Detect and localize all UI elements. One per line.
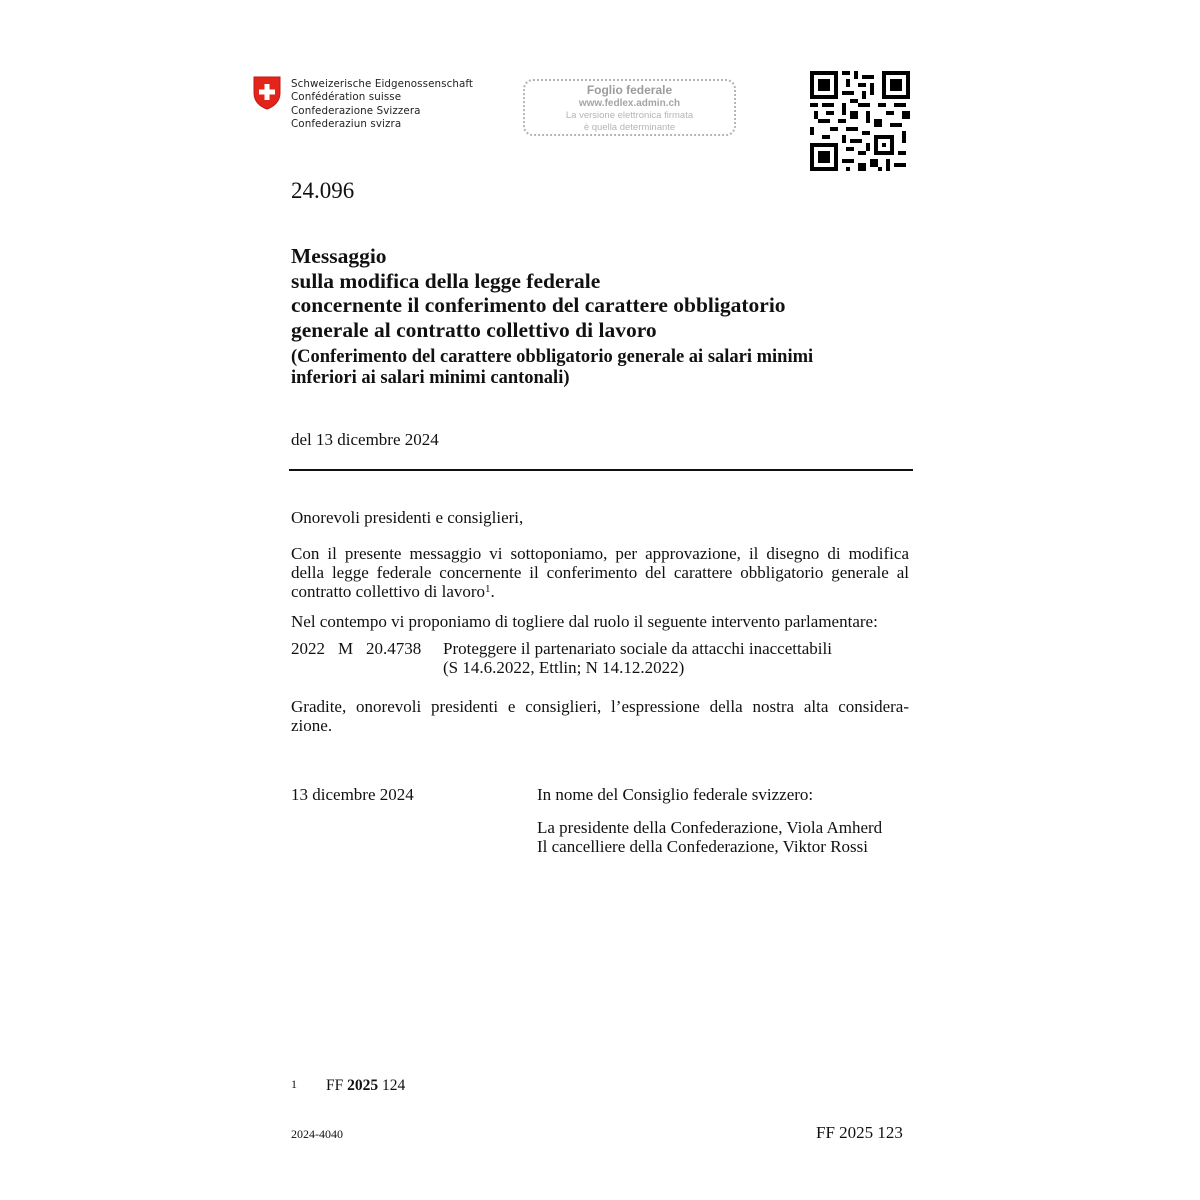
- title-line: concernente il conferimento del carattere obbligatorio: [291, 293, 786, 317]
- confederation-name-rm: Confederaziun svizra: [291, 118, 402, 131]
- footnote-prefix: FF: [326, 1077, 348, 1094]
- confederation-name-fr: Confédération suisse: [291, 91, 402, 104]
- footer-page-ref: FF 2025 123: [816, 1123, 903, 1142]
- title-line: Messaggio: [291, 244, 387, 268]
- title-line: generale al contratto collettivo di lavoro: [291, 317, 657, 342]
- footer-doc-id: 2024-4040: [291, 1127, 343, 1141]
- stamp-title: Foglio federale: [586, 83, 673, 97]
- stamp-url: www.fedlex.admin.ch: [578, 98, 681, 109]
- divider: [289, 469, 913, 471]
- paragraph-motion-intro: Nel contempo vi proponiamo di togliere dal ruolo il seguente intervento parlamentare:: [291, 612, 878, 631]
- signatories: [537, 818, 882, 856]
- stamp-note-line2: è quella determinante: [583, 122, 676, 133]
- motion-number: 20.4738: [366, 639, 422, 658]
- motion-year: 2022: [291, 639, 325, 658]
- title-line: sulla modifica della legge federale: [291, 268, 601, 293]
- footnote-ref[interactable]: 1: [485, 583, 491, 595]
- paragraph-line: Gradite, onorevoli presidenti e consiglieri, l’espressione della nostra alta considera-: [291, 697, 909, 716]
- footnote-text: [326, 1077, 405, 1095]
- paragraph-line: della legge federale concernente il conferimento del carattere obbligatorio generale al: [291, 563, 909, 582]
- motion-details: (S 14.6.2022, Ettlin; N 14.12.2022): [443, 658, 685, 677]
- motion-text: [443, 639, 832, 677]
- footnote-page: 124: [378, 1077, 406, 1094]
- document-number: 24.096: [291, 178, 355, 203]
- document-date: del 13 dicembre 2024: [291, 430, 439, 449]
- signatory-chancellor: Il cancelliere della Confederazione, Viktor Rossi: [537, 837, 868, 856]
- confederation-names: [291, 78, 473, 132]
- paragraph-line: zione.: [291, 716, 333, 735]
- paragraph-line-text: contratto collettivo di lavoro: [291, 582, 486, 601]
- motion-title: Proteggere il partenariato sociale da attacchi inaccettabili: [443, 639, 832, 658]
- greeting: Onorevoli presidenti e consiglieri,: [291, 508, 524, 527]
- paragraph-end: .: [490, 582, 495, 601]
- footnote-number: 1: [291, 1077, 297, 1091]
- document-subtitle: [291, 347, 813, 388]
- motion-type: M: [338, 639, 354, 658]
- subtitle-line: (Conferimento del carattere obbligatorio generale ai salari minimi: [291, 347, 814, 367]
- signatory-president: La presidente della Confederazione, Viola Amherd: [537, 818, 883, 837]
- paragraph-closing: [291, 697, 909, 735]
- paragraph-line: [291, 582, 909, 601]
- stamp-note-line1: La versione elettronica firmata: [565, 110, 694, 121]
- paragraph-submission: [291, 544, 909, 601]
- federal-gazette-stamp: [523, 79, 736, 136]
- document-title: [291, 244, 786, 342]
- swiss-cross-icon: [252, 76, 282, 110]
- signature-date: 13 dicembre 2024: [291, 785, 414, 804]
- subtitle-line: inferiori ai salari minimi cantonali): [291, 367, 570, 388]
- signature-on-behalf: In nome del Consiglio federale svizzero:: [537, 785, 814, 804]
- confederation-name-it: Confederazione Svizzera: [291, 104, 421, 117]
- paragraph-line: Con il presente messaggio vi sottoponiamo, per approvazione, il disegno di modifica: [291, 544, 909, 563]
- confederation-name-de: Schweizerische Eidgenossenschaft: [291, 78, 474, 90]
- qr-code-icon: [810, 71, 910, 171]
- footnote-year: 2025: [347, 1077, 379, 1094]
